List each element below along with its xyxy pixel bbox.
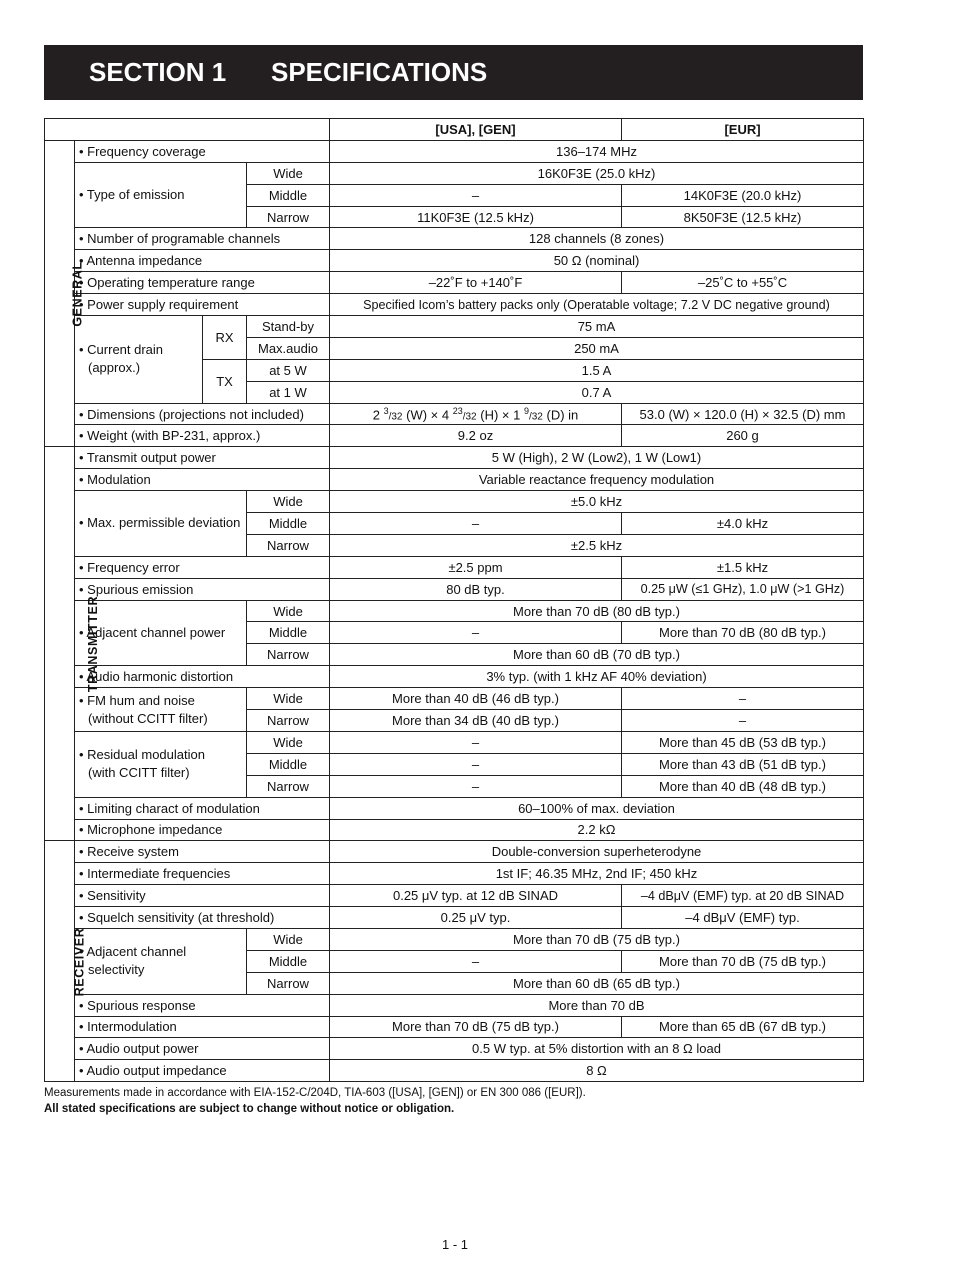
row-label: • Weight (with BP-231, approx.) bbox=[75, 425, 330, 447]
page-number: 1 - 1 bbox=[441, 1237, 468, 1252]
row-value: 75 mA bbox=[330, 316, 864, 338]
table-row bbox=[45, 666, 864, 688]
row-value: 5 W (High), 2 W (Low2), 1 W (Low1) bbox=[330, 447, 864, 469]
sub-label: Narrow bbox=[247, 644, 330, 666]
row-label: • Current drain (approx.) bbox=[75, 316, 203, 404]
value-eur: ±4.0 kHz bbox=[622, 513, 864, 535]
row-value: 8 Ω bbox=[330, 1060, 864, 1082]
row-value: 0.7 A bbox=[330, 381, 864, 403]
row-label: • Frequency error bbox=[75, 556, 330, 578]
row-label: • Adjacent channel power bbox=[75, 600, 247, 666]
value-eur: – bbox=[622, 710, 864, 732]
table-row bbox=[45, 1060, 864, 1082]
value-usa: More than 34 dB (40 dB typ.) bbox=[330, 710, 622, 732]
row-label: • Modulation bbox=[75, 469, 330, 491]
row-value: 250 mA bbox=[330, 337, 864, 359]
category-transmitter: TRANSMITTER bbox=[45, 447, 75, 841]
sub-label: Stand-by bbox=[247, 316, 330, 338]
value-eur: –4 dBμV (EMF) typ. at 20 dB SINAD bbox=[622, 885, 864, 907]
sub-label: Middle bbox=[247, 184, 330, 206]
value-usa: – bbox=[330, 775, 622, 797]
table-row bbox=[45, 907, 864, 929]
value-eur: – bbox=[622, 688, 864, 710]
table-row bbox=[45, 994, 864, 1016]
row-label: • Type of emission bbox=[75, 162, 247, 228]
value-usa: 0.25 μV typ. bbox=[330, 907, 622, 929]
row-value: 50 Ω (nominal) bbox=[330, 250, 864, 272]
row-label: • Transmit output power bbox=[75, 447, 330, 469]
value-eur: 260 g bbox=[622, 425, 864, 447]
row-value: 60–100% of max. deviation bbox=[330, 797, 864, 819]
row-label: • Audio output impedance bbox=[75, 1060, 330, 1082]
sub-label: at 1 W bbox=[247, 381, 330, 403]
table-row bbox=[45, 797, 864, 819]
row-value: ±2.5 kHz bbox=[330, 534, 864, 556]
sub-label: at 5 W bbox=[247, 359, 330, 381]
row-label: • Number of programable channels bbox=[75, 228, 330, 250]
row-value: 1.5 A bbox=[330, 359, 864, 381]
sub-label: Narrow bbox=[247, 972, 330, 994]
value-eur: More than 45 dB (53 dB typ.) bbox=[622, 731, 864, 753]
category-receiver: RECEIVER bbox=[45, 841, 75, 1082]
value-usa: 11K0F3E (12.5 kHz) bbox=[330, 206, 622, 228]
value-eur: 8K50F3E (12.5 kHz) bbox=[622, 206, 864, 228]
row-label: • Audio output power bbox=[75, 1038, 330, 1060]
table-row bbox=[45, 403, 864, 425]
row-label: • Sensitivity bbox=[75, 885, 330, 907]
value-usa: More than 40 dB (46 dB typ.) bbox=[330, 688, 622, 710]
column-header-usa: [USA], [GEN] bbox=[330, 119, 622, 141]
value-eur: 14K0F3E (20.0 kHz) bbox=[622, 184, 864, 206]
sub-label: Wide bbox=[247, 491, 330, 513]
value-eur: –25˚C to +55˚C bbox=[622, 272, 864, 294]
table-row bbox=[45, 600, 864, 622]
value-usa: – bbox=[330, 513, 622, 535]
footnote-measurements: Measurements made in accordance with EIA-152-C/204D, TIA-603 ([USA], [GEN]) or EN 300 086 ([EUR]). bbox=[44, 1087, 586, 1099]
value-usa: More than 70 dB (75 dB typ.) bbox=[330, 1016, 622, 1038]
value-usa: – bbox=[330, 950, 622, 972]
row-value: More than 70 dB (80 dB typ.) bbox=[330, 600, 864, 622]
row-value: 0.5 W typ. at 5% distortion with an 8 Ω load bbox=[330, 1038, 864, 1060]
value-eur: More than 43 dB (51 dB typ.) bbox=[622, 753, 864, 775]
table-row bbox=[45, 316, 864, 338]
row-label: • Intermediate frequencies bbox=[75, 863, 330, 885]
value-usa: – bbox=[330, 731, 622, 753]
tx-label: TX bbox=[203, 359, 247, 403]
table-row bbox=[45, 819, 864, 841]
value-usa: – bbox=[330, 622, 622, 644]
category-general: GENERAL bbox=[45, 140, 75, 446]
sub-label: Max.audio bbox=[247, 337, 330, 359]
row-label: • Residual modulation (with CCITT filter) bbox=[75, 731, 247, 797]
table-row bbox=[45, 556, 864, 578]
row-value: 128 channels (8 zones) bbox=[330, 228, 864, 250]
table-row bbox=[45, 469, 864, 491]
value-eur: 53.0 (W) × 120.0 (H) × 32.5 (D) mm bbox=[622, 403, 864, 425]
value-eur: More than 65 dB (67 dB typ.) bbox=[622, 1016, 864, 1038]
row-value: More than 70 dB bbox=[330, 994, 864, 1016]
sub-label: Narrow bbox=[247, 206, 330, 228]
table-row bbox=[45, 928, 864, 950]
table-row bbox=[45, 1016, 864, 1038]
value-eur: More than 70 dB (75 dB typ.) bbox=[622, 950, 864, 972]
sub-label: Narrow bbox=[247, 534, 330, 556]
row-label: • Squelch sensitivity (at threshold) bbox=[75, 907, 330, 929]
value-eur: –4 dBμV (EMF) typ. bbox=[622, 907, 864, 929]
row-value: More than 60 dB (65 dB typ.) bbox=[330, 972, 864, 994]
sub-label: Middle bbox=[247, 622, 330, 644]
value-eur: More than 40 dB (48 dB typ.) bbox=[622, 775, 864, 797]
row-value: ±5.0 kHz bbox=[330, 491, 864, 513]
row-label: • Frequency coverage bbox=[75, 140, 330, 162]
table-row bbox=[45, 250, 864, 272]
value-eur: More than 70 dB (80 dB typ.) bbox=[622, 622, 864, 644]
value-usa: – bbox=[330, 184, 622, 206]
row-value: 16K0F3E (25.0 kHz) bbox=[330, 162, 864, 184]
row-label: • Microphone impedance bbox=[75, 819, 330, 841]
table-row bbox=[45, 162, 864, 184]
table-row bbox=[45, 447, 864, 469]
table-row bbox=[45, 140, 864, 162]
row-label: • Intermodulation bbox=[75, 1016, 330, 1038]
row-label: • Antenna impedance bbox=[75, 250, 330, 272]
sub-label: Wide bbox=[247, 688, 330, 710]
sub-label: Narrow bbox=[247, 775, 330, 797]
table-header-row bbox=[45, 119, 864, 141]
row-value: Specified Icom’s battery packs only (Operatable voltage; 7.2 V DC negative ground) bbox=[330, 294, 864, 316]
row-value: Variable reactance frequency modulation bbox=[330, 469, 864, 491]
value-usa: 80 dB typ. bbox=[330, 578, 622, 600]
value-usa: 2 $^3$/32 (W) × 4 $^{23}$/32 (H) × 1 $^9$/32 (D) in bbox=[330, 403, 622, 425]
sub-label: Wide bbox=[247, 162, 330, 184]
row-label: • Max. permissible deviation bbox=[75, 491, 247, 557]
value-eur: ±1.5 kHz bbox=[622, 556, 864, 578]
header-blank-cell bbox=[45, 119, 330, 141]
row-label: • Limiting charact of modulation bbox=[75, 797, 330, 819]
rx-label: RX bbox=[203, 316, 247, 360]
value-usa: –22˚F to +140˚F bbox=[330, 272, 622, 294]
value-usa: 9.2 oz bbox=[330, 425, 622, 447]
sub-label: Middle bbox=[247, 950, 330, 972]
table-row bbox=[45, 841, 864, 863]
sub-label: Wide bbox=[247, 928, 330, 950]
table-row bbox=[45, 1038, 864, 1060]
value-usa: ±2.5 ppm bbox=[330, 556, 622, 578]
sub-label: Middle bbox=[247, 753, 330, 775]
table-row bbox=[45, 688, 864, 710]
value-usa: – bbox=[330, 753, 622, 775]
row-value: More than 60 dB (70 dB typ.) bbox=[330, 644, 864, 666]
value-eur: 0.25 μW (≤1 GHz), 1.0 μW (>1 GHz) bbox=[622, 578, 864, 600]
table-row bbox=[45, 228, 864, 250]
row-label: • Adjacent channel selectivity bbox=[75, 928, 247, 994]
sub-label: Wide bbox=[247, 600, 330, 622]
table-row bbox=[45, 294, 864, 316]
table-row bbox=[45, 425, 864, 447]
specifications-table bbox=[44, 118, 864, 1082]
table-row bbox=[45, 491, 864, 513]
row-value: Double-conversion superheterodyne bbox=[330, 841, 864, 863]
footnote-disclaimer: All stated specifications are subject to change without notice or obligation. bbox=[44, 1103, 455, 1115]
row-label: • Spurious response bbox=[75, 994, 330, 1016]
table-row bbox=[45, 863, 864, 885]
row-label: • Operating temperature range bbox=[75, 272, 330, 294]
table-row bbox=[45, 731, 864, 753]
row-value: 136–174 MHz bbox=[330, 140, 864, 162]
section-banner bbox=[44, 45, 863, 100]
value-usa: 0.25 μV typ. at 12 dB SINAD bbox=[330, 885, 622, 907]
footnote bbox=[44, 1085, 586, 1117]
row-label: • Dimensions (projections not included) bbox=[75, 403, 330, 425]
section-title: SPECIFICATIONS bbox=[271, 57, 488, 87]
sub-label: Narrow bbox=[247, 710, 330, 732]
table-row bbox=[45, 578, 864, 600]
column-header-eur: [EUR] bbox=[622, 119, 864, 141]
row-label: • Receive system bbox=[75, 841, 330, 863]
row-label: • FM hum and noise (without CCITT filter) bbox=[75, 688, 247, 732]
table-row bbox=[45, 272, 864, 294]
sub-label: Wide bbox=[247, 731, 330, 753]
row-label: • Spurious emission bbox=[75, 578, 330, 600]
row-value: 2.2 kΩ bbox=[330, 819, 864, 841]
row-label: • Audio harmonic distortion bbox=[75, 666, 330, 688]
row-label: • Power supply requirement bbox=[75, 294, 330, 316]
table-row bbox=[45, 885, 864, 907]
row-value: 1st IF; 46.35 MHz, 2nd IF; 450 kHz bbox=[330, 863, 864, 885]
row-value: 3% typ. (with 1 kHz AF 40% deviation) bbox=[330, 666, 864, 688]
section-number: SECTION 1 bbox=[89, 57, 227, 87]
sub-label: Middle bbox=[247, 513, 330, 535]
row-value: More than 70 dB (75 dB typ.) bbox=[330, 928, 864, 950]
